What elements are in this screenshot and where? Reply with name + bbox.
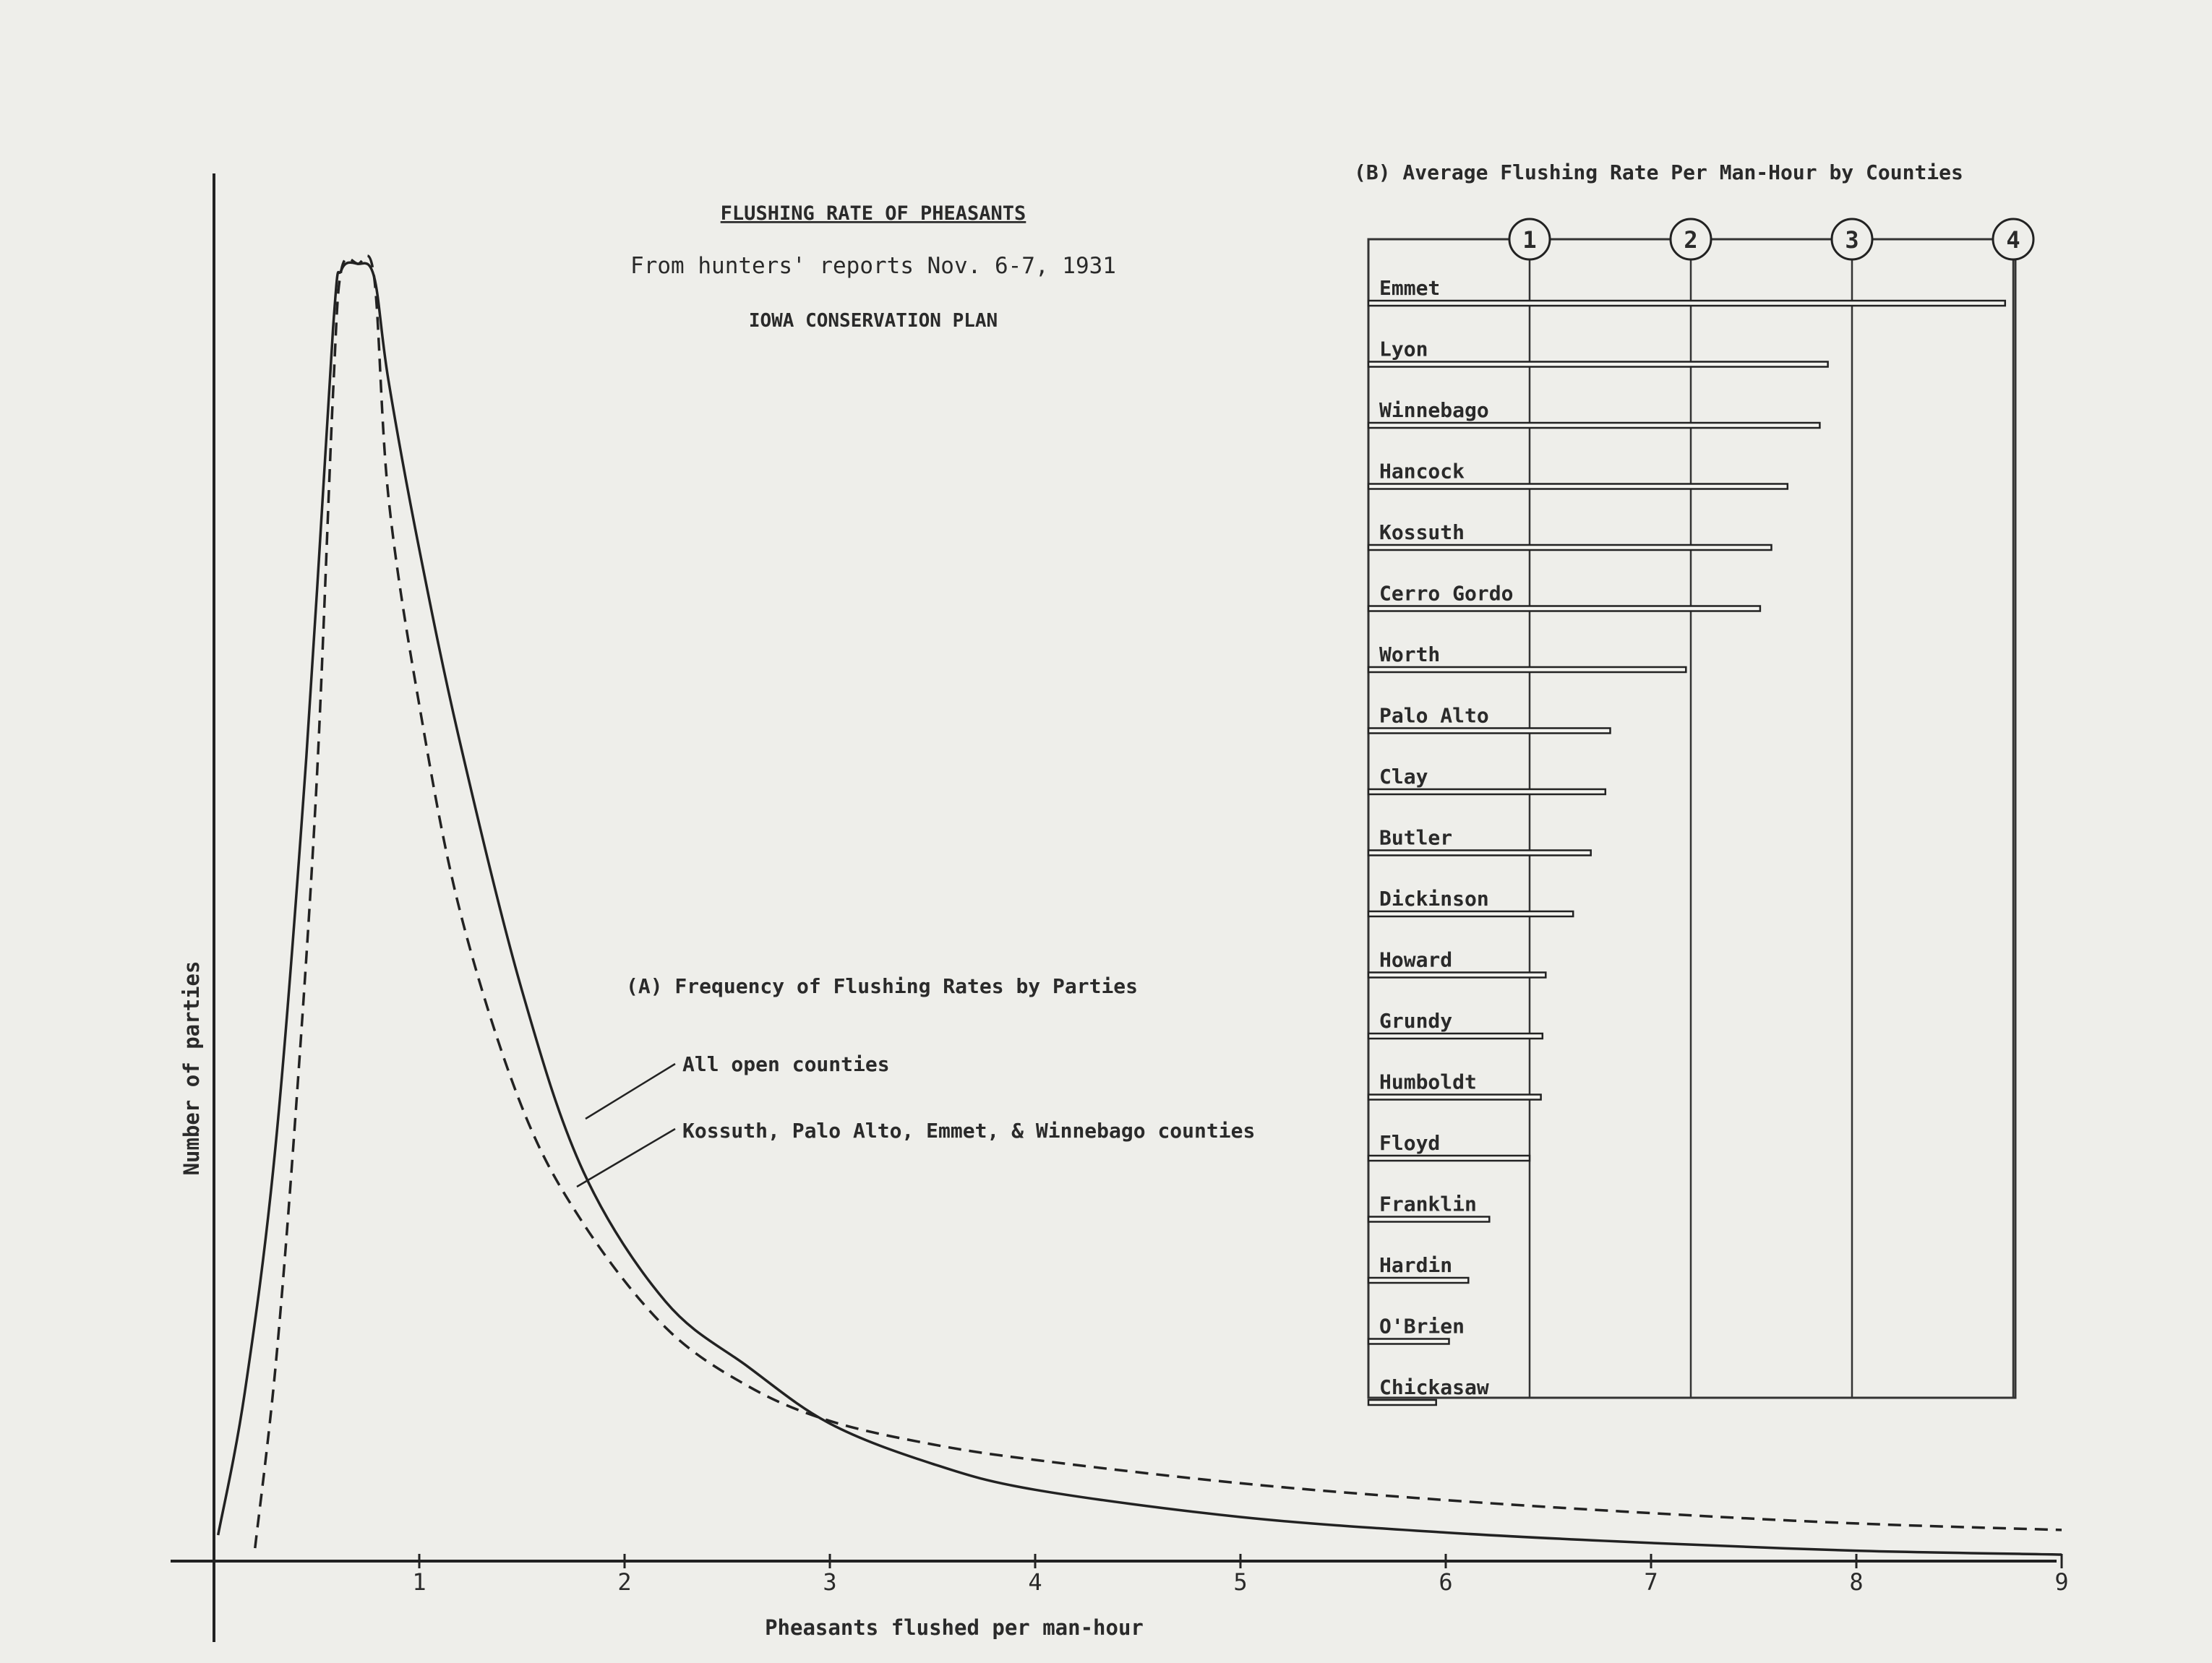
county-label: Emmet — [1379, 276, 1441, 300]
county-bar — [1368, 911, 1573, 916]
county-label: Howard — [1379, 947, 1453, 972]
legend-label-all-open-counties: All open counties — [682, 1052, 890, 1076]
county-label: O'Brien — [1379, 1314, 1465, 1338]
county-bar — [1368, 973, 1546, 978]
series-line-selected-counties — [255, 256, 2062, 1548]
county-bar-chart — [1354, 160, 2033, 1405]
x-tick-label: 5 — [1233, 1568, 1248, 1596]
x-tick-label: 8 — [1849, 1568, 1864, 1596]
county-bar — [1368, 484, 1788, 489]
bar-tick-label: 2 — [1684, 226, 1698, 254]
county-label: Hardin — [1379, 1253, 1453, 1277]
page-subtitle: From hunters' reports Nov. 6-7, 1931 — [630, 253, 1116, 279]
legend-leader-all-open-counties — [586, 1064, 675, 1119]
legend-label-selected-counties: Kossuth, Palo Alto, Emmet, & Winnebago counties — [682, 1119, 1256, 1143]
y-axis-label: Number of parties — [179, 961, 204, 1176]
legend-leader-selected-counties — [577, 1129, 675, 1187]
chart-b-title: (B) Average Flushing Rate Per Man-Hour by Counties — [1354, 160, 1963, 184]
county-label: Palo Alto — [1379, 703, 1489, 728]
page-plan: IOWA CONSERVATION PLAN — [748, 310, 998, 332]
county-label: Dickinson — [1379, 887, 1489, 911]
x-axis-label: Pheasants flushed per man-hour — [765, 1615, 1144, 1640]
x-tick-label: 3 — [823, 1568, 837, 1596]
county-bar — [1368, 789, 1606, 794]
bar-tick-label: 1 — [1522, 226, 1537, 254]
bar-chart-grid — [1509, 219, 2033, 1398]
county-bar — [1368, 1339, 1449, 1344]
county-bar — [1368, 851, 1591, 856]
header — [630, 202, 1116, 332]
county-bar — [1368, 729, 1611, 734]
county-bar — [1368, 1217, 1489, 1222]
frequency-chart — [171, 173, 2069, 1642]
county-bar — [1368, 545, 1772, 550]
county-label: Hancock — [1379, 459, 1465, 484]
county-bar — [1368, 1095, 1541, 1100]
page-title: FLUSHING RATE OF PHEASANTS — [720, 202, 1026, 225]
county-bar — [1368, 1400, 1436, 1405]
x-tick-label: 1 — [412, 1568, 426, 1596]
bar-tick-label: 4 — [2006, 226, 2020, 254]
county-label: Clay — [1379, 765, 1428, 788]
county-label: Humboldt — [1379, 1070, 1477, 1094]
county-bar — [1368, 1156, 1530, 1161]
county-label: Franklin — [1379, 1192, 1477, 1216]
county-bar — [1368, 1278, 1468, 1283]
x-tick-label: 9 — [2054, 1568, 2069, 1596]
x-tick-label: 6 — [1439, 1568, 1453, 1596]
x-tick-label: 2 — [617, 1568, 632, 1596]
bar-tick-label: 3 — [1845, 226, 1859, 254]
x-tick-label: 4 — [1028, 1568, 1042, 1596]
county-bar — [1368, 667, 1686, 672]
county-label: Chickasaw — [1379, 1375, 1489, 1399]
county-label: Cerro Gordo — [1379, 581, 1514, 606]
county-label: Floyd — [1379, 1131, 1441, 1155]
county-bar — [1368, 606, 1760, 611]
series-points — [218, 264, 2062, 1555]
county-bar — [1368, 1034, 1543, 1039]
county-bar — [1368, 301, 2005, 306]
series-line-all-open-counties — [218, 262, 2062, 1555]
bar-chart-bars — [1368, 276, 2005, 1405]
county-label: Winnebago — [1379, 398, 1489, 422]
x-tick-label: 7 — [1644, 1568, 1658, 1596]
county-bar — [1368, 362, 1828, 367]
chart-a-title: (A) Frequency of Flushing Rates by Parties — [626, 974, 1139, 998]
county-label: Kossuth — [1379, 520, 1465, 544]
county-label: Worth — [1379, 643, 1441, 666]
county-label: Lyon — [1379, 337, 1428, 361]
county-label: Grundy — [1379, 1009, 1453, 1033]
county-bar — [1368, 423, 1819, 428]
county-label: Butler — [1379, 825, 1453, 850]
